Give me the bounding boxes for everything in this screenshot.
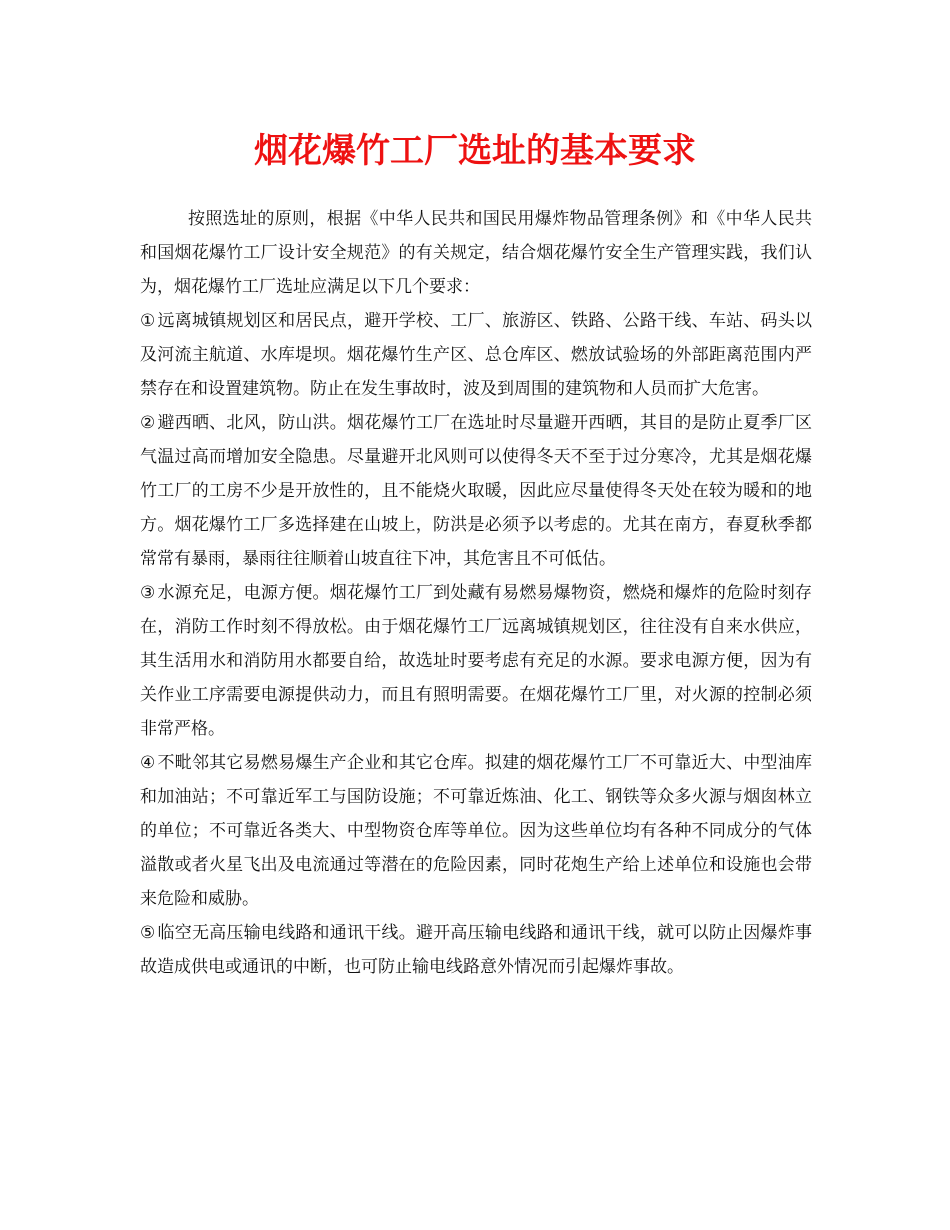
requirement-item-1	[140, 304, 812, 406]
document-title: 烟花爆竹工厂选址的基本要求	[254, 131, 696, 171]
item-number: ③	[140, 583, 156, 603]
item-text: 避西晒、北风，防山洪。烟花爆竹工厂在选址时尽量避开西晒，其目的是防止夏季厂区气温过高而增加安全隐患。尽量避开北风则可以使得冬天不至于过分寒冷，尤其是烟花爆竹工厂的工房不少是开放性的，且不能烧火取暖，因此应尽量使得冬天处在较为暖和的地方。烟花爆竹工厂多选择建在山坡上，防洪是必须予以考虑的。尤其在南方，春夏秋季都常常有暴雨，暴雨往往顺着山坡直往下冲，其危害且不可低估。	[140, 413, 813, 569]
item-text: 远离城镇规划区和居民点，避开学校、工厂、旅游区、铁路、公路干线、车站、码头以及河流主航道、水库堤坝。烟花爆竹生产区、总仓库区、燃放试验场的外部距离范围内严禁存在和设置建筑物。防止在发生事故时，波及到周围的建筑物和人员而扩大危害。	[140, 311, 813, 399]
item-number: ⑤	[140, 923, 156, 943]
item-text: 水源充足，电源方便。烟花爆竹工厂到处藏有易燃易爆物资，燃烧和爆炸的危险时刻存在，消防工作时刻不得放松。由于烟花爆竹工厂远离城镇规划区，往往没有自来水供应，其生活用水和消防用水都要自给，故选址时要考虑有充足的水源。要求电源方便，因为有关作业工序需要电源提供动力，而且有照明需要。在烟花爆竹工厂里，对火源的控制必须非常严格。	[140, 583, 813, 739]
document-body	[140, 202, 812, 984]
item-number: ②	[140, 413, 156, 433]
item-number: ④	[140, 753, 156, 773]
requirement-item-5	[140, 916, 812, 984]
item-text: 不毗邻其它易燃易爆生产企业和其它仓库。拟建的烟花爆竹工厂不可靠近大、中型油库和加油站；不可靠近军工与国防设施；不可靠近炼油、化工、钢铁等众多火源与烟囱林立的单位；不可靠近各类大、中型物资仓库等单位。因为这些单位均有各种不同成分的气体溢散或者火星飞出及电流通过等潜在的危险因素，同时花炮生产给上述单位和设施也会带来危险和威胁。	[140, 753, 813, 909]
intro-paragraph: 按照选址的原则，根据《中华人民共和国民用爆炸物品管理条例》和《中华人民共和国烟花爆竹工厂设计安全规范》的有关规定，结合烟花爆竹安全生产管理实践，我们认为，烟花爆竹工厂选址应满足以下几个要求：	[140, 209, 812, 297]
item-text: 临空无高压输电线路和通讯干线。避开高压输电线路和通讯干线，就可以防止因爆炸事故造成供电或通讯的中断，也可防止输电线路意外情况而引起爆炸事故。	[140, 923, 813, 977]
requirement-item-3	[140, 576, 812, 746]
item-number: ①	[140, 311, 156, 331]
requirement-item-4	[140, 746, 812, 916]
requirement-item-2	[140, 406, 812, 576]
